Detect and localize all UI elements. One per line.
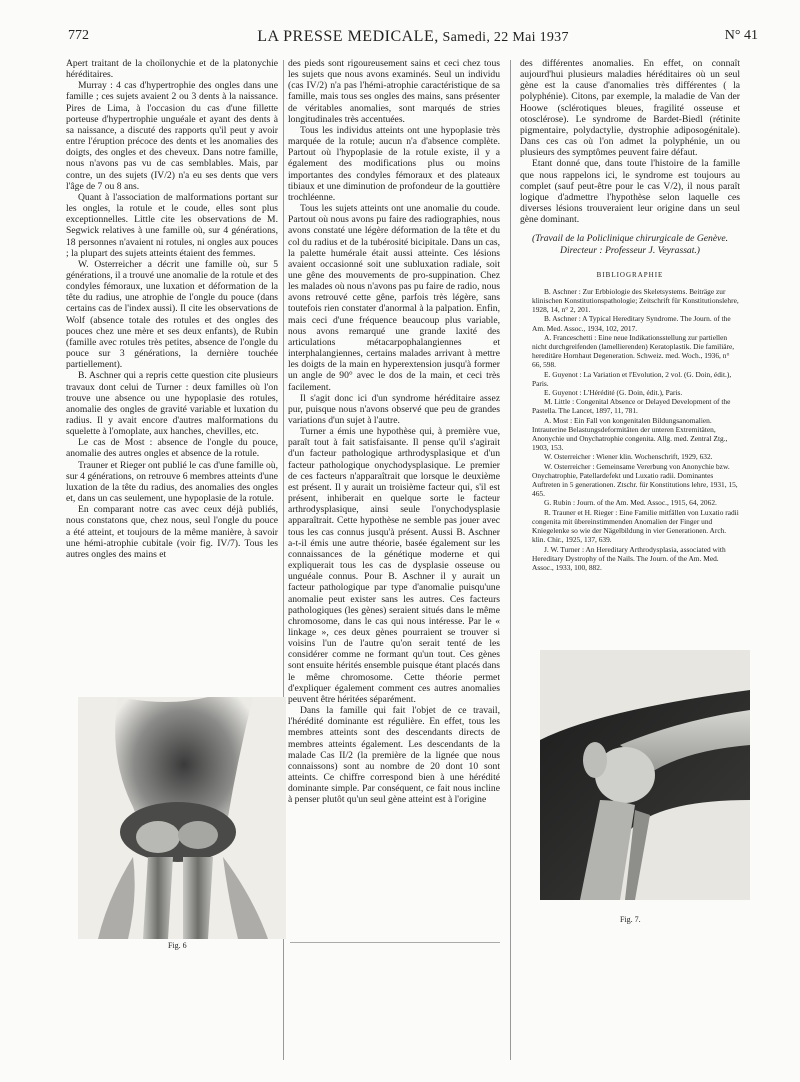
- issue-number: N° 41: [724, 28, 758, 43]
- figure-7-xray-image: [540, 650, 750, 900]
- paragraph: Turner a émis une hypothèse qui, à première vue, paraît tout à fait satisfaisante. Il pense qu'il s'agirait d'un facteur pathologique arthrodysplasique et d'un facteur pathologique onychodysplasique. Le premier de ces facteurs n'apparaîtrait que lorsque le deuxième est présent. Il y aurait un troisième facteur qui, s'il est présent, inhiberait en quelque sorte le facteur arthrodysplasique, ainsi seule l'onychodysplasie apparaîtrait. Cette hypothèse ne semble pas jouer avec tous les cas connus jusqu'à présent. Aussi B. Aschner a-t-il émis une autre théorie, basée également sur les connaissances de la génétique moderne et qui expliquerait tous les cas de dysplasie osseuse ou unguéale connus. Pour B. Aschner il y aurait un facteur pathologique par type d'anomalie puisqu'une anomalie peut exister sans les autres. Ces facteurs pathologiques (les gènes) seraient situés dans le même chromosome, dans le cas qui nous intéresse. Par le « linkage », ces deux gènes pourraient se trouver si voisins l'un de l'autre qu'on serait tenté de les considérer comme ne formant qu'un tout. Ces gènes sont ensuite hérités ensemble puisque étant placés dans le même chromosome. Cette théorie permet d'expliquer également comment ces autres anomalies peuvent être héritées séparément.: [288, 426, 500, 705]
- reference: B. Aschner : A Typical Hereditary Syndrome. The Journ. of the Am. Med. Assoc., 1934, 102, 2017.: [532, 314, 731, 333]
- reference: R. Trauner et H. Rieger : Eine Familie mitfällen von Luxatio radii congenita mit übereinstimmenden Anomalien der Finger und Kniegelenke so wie der Nägelbildung in vier Generationen. Arch. klin. Chir., 1925, 137, 639.: [532, 507, 739, 545]
- paragraph: Quant à l'association de malformations portant sur les ongles, la rotule et le coude, elles sont plus exceptionnelles. Little cite les observations de M. Segwick relatives à une famille où, sur 4 générations, 18 personnes n'avaient ni rotules, ni ongles aux pouces ; la plupart des sujets atteints étaient des femmes.: [66, 191, 278, 259]
- reference: E. Guyenot : La Variation et l'Evolution, 2 vol. (G. Doin, édit.), Paris.: [532, 369, 732, 388]
- reference: B. Aschner : Zur Erbbiologie des Skeletsystems. Beiträge zur klinischen Konstitutionspathologie; Zeitschrift für Konstitutionslehre, 1928, 14, n° 2, 201.: [532, 286, 739, 315]
- reference: E. Guyenot : L'Hérédité (G. Doin, édit.), Paris.: [544, 388, 683, 398]
- paragraph: W. Osterreicher a décrit une famille où, sur 5 générations, il a trouvé une anomalie de la rotule et des condyles fémoraux, une luxation et déformation de la tête du radius, une atrophie de l'ongle du pouce (dans certains cas de l'index aussi). Il cite les observations de Wolf (absence totale des rotules et des ongles des pouces chez une mère et ses deux enfants), de Rubin (famille avec rotules très petites, absence de l'ongle du pouce sur 3 générations, la dernière touchée partiellement).: [66, 258, 278, 371]
- paragraph: Apert traitant de la choïlonychie et de la platonychie héréditaires.: [66, 58, 278, 81]
- column-1: [66, 58, 278, 560]
- reference: W. Osterreicher : Gemeinsame Vererbung von Anonychie bzw. Onychatrophie, Patellardefekt und Luxatio radii. Dominantes Auftreten in 5 generationen. Ztschr. für Konstitutions lehre, 1931, 15, 465.: [532, 461, 738, 499]
- page-header: [68, 26, 758, 48]
- affiliation-line: Directeur : Professeur J. Veyrassat.): [560, 244, 700, 256]
- column-3: [520, 58, 740, 572]
- figure-7-caption: Fig. 7.: [620, 915, 641, 924]
- knee-xray-graphic: [540, 650, 750, 900]
- figure-6-xray-image: [78, 697, 286, 939]
- bibliography-list: [520, 287, 740, 572]
- reference: G. Rubin : Journ. of the Am. Med. Assoc., 1915, 64, 2062.: [544, 498, 717, 508]
- issue-date: Samedi, 22 Mai 1937: [442, 30, 569, 45]
- bottom-divider: [290, 942, 500, 943]
- paragraph: des pieds sont rigoureusement sains et ceci chez tous les sujets que nous avons examinés. Seul un individu (cas IV/2) n'a pas l'hémi-atrophie caractéristique de sa famille, mais tous ses ongles des mains, sans présenter de véritables anomalies, sont marqués de stries longitudinales très accentuées.: [288, 58, 500, 125]
- reference: W. Osterreicher : Wiener klin. Wochenschrift, 1929, 632.: [544, 452, 713, 462]
- column-divider: [510, 60, 511, 1060]
- bibliography-title: BIBLIOGRAPHIE: [596, 270, 664, 279]
- paragraph: Murray : 4 cas d'hypertrophie des ongles dans une famille ; ces sujets avaient 2 ou 3 dents à la naissance. Pires de Lima, à l'occasion du cas d'une fillette porteuse d'hypertrophie unguéale et ayant des dents à sa naissance, a discuté des rapports qu'il peut y avoir entre l'éruption précoce des dents et les anomalies des doigts, des ongles et des cheveux. Dans notre famille, nous n'avons pas vu de cas semblables. Mais, par contre, un des sujets (IV/2) n'a eu ses dents que vers l'âge de 7 ou 8 ans.: [66, 80, 278, 192]
- affiliation-line: (Travail de la Policlinique chirurgicale de Genève.: [532, 233, 728, 245]
- paragraph: Trauner et Rieger ont publié le cas d'une famille où, sur 4 générations, on retrouve 6 membres atteints d'une luxation de la tête du radius, des anomalies des ongles et, dans un cas seulement, une hypoplasie de la rotule.: [66, 459, 278, 505]
- paragraph: B. Aschner qui a repris cette question cite plusieurs travaux dont celui de Turner : deux familles où l'on trouve une absence ou une hypoplasie des rotules, anomalie des ongles de gravité variable et luxation du radius. Il y avait encore d'autres malformations du squelette à l'omoplate, aux hanches, chevilles, etc.: [66, 370, 278, 438]
- affiliation: [520, 233, 740, 255]
- figure-6-caption: Fig. 6: [168, 941, 187, 950]
- paragraph: des différentes anomalies. En effet, on connaît aujourd'hui plusieurs maladies héréditaires où un seul gène est la cause d'anomalies très différentes ( la polyphénie). Citons, par exemple, la maladie de Van der Hoowe (sclérotiques bleues, fragilité osseuse et otosclérose). Le syndrome de Bardet-Biedl (rétinite pigmentaire, polydactylie, dystrophie adiposogénitale). Dans ces cas où l'on admet la polyphénie, un ou plusieurs des symptômes peuvent faire défaut.: [520, 58, 740, 159]
- page-number: 772: [68, 28, 89, 43]
- paragraph: Tous les individus atteints ont une hypoplasie très marquée de la rotule; aucun n'a d'absence complète. Partout où l'hypoplasie de la rotule existe, il y a également des modifications plus ou moins importantes des condyles fémoraux et des plateaux tibiaux et une diminution de profondeur de la gouttière trochléenne.: [288, 124, 500, 203]
- paragraph: Etant donné que, dans toute l'histoire de la famille que nous rappelons ici, le syndrome est toujours au complet (sauf peut-être pour le cas V/2), il nous paraît logique d'admettre l'hypothèse selon laquelle ces diverses lésions trouveraient leur origine dans un seul gène dominant.: [520, 158, 740, 226]
- paragraph: Dans la famille qui fait l'objet de ce travail, l'hérédité dominante est régulière. En effet, tous les membres atteints sont des descendants directs de membres atteints également. Les descendants de la malade Cas II/2 (la première de la lignée que nous connaissons) sont au nombre de 20 dont 10 sont atteints. Ce chiffre correspond bien à une hérédité dominante simple. Par conséquent, ce fait nous incline à penser plutôt qu'un seul gène atteint est à l'origine: [288, 705, 500, 806]
- paragraph: Le cas de Most : absence de l'ongle du pouce, anomalie des autres ongles et absence de la rotule.: [66, 437, 278, 460]
- elbow-xray-graphic: [78, 697, 286, 939]
- journal-name: LA PRESSE MEDICALE,: [257, 28, 439, 45]
- paragraph: Il s'agit donc ici d'un syndrome héréditaire assez pur, puisque nous n'avons observé que peu de grandes variations d'un sujet à l'autre.: [288, 392, 500, 426]
- reference: M. Little : Congenital Absence or Delayed Development of the Pastella. The Lancet, 1897, 11, 781.: [532, 397, 731, 416]
- reference: A. Most : Ein Fall von kongenitalen Bildungsanomalien. Intrauterine Belastungsdeformitäten der unteren Extremitäten, Anonychie und Onychatrophie congenita. Allg. med. Zentral Ztg., 1903, 153.: [532, 415, 728, 453]
- column-2: [288, 58, 500, 805]
- reference: A. Franceschetti : Eine neue Indikationsstellung zur partiellen nicht durchgreifenden (lamellierenden) Keratoplastik. Die familiäre, hereditäre Hornhaut Degeneration. Schweiz. med. Woch., 1936, n° 66, 598.: [532, 332, 735, 370]
- paragraph: En comparant notre cas avec ceux déjà publiés, nous constatons que, chez nous, seul l'ongle du pouce a été atteint, et toujours de la même manière, à savoir une hémi-atrophie cubitale (voir fig. IV/7). Tous les autres ongles des mains et: [66, 504, 278, 560]
- reference: J. W. Turner : An Hereditary Arthrodysplasia, associated with Hereditary Dystrophy of the Nails. The Journ. of the Am. Med. Assoc., 1933, 100, 882.: [532, 544, 726, 572]
- journal-title: [68, 28, 758, 46]
- paragraph: Tous les sujets atteints ont une anomalie du coude. Partout où nous avons pu faire des radiographies, nous avons constaté une légère déformation de la tête et du col du radius et de la tubérosité bicipitale. Dans un cas, la palette humérale était aussi atteinte. Ces lésions avaient occasionné soit une subluxation radiale, soit une gêne des mouvements de pro-suppination. Chez les malades où nous n'avons pas pu faire de radio, nous avons retrouvé cette gêne, parfois très légère, sans toutefois rien constater d'anormal à la palpation. Enfin, mais ceci d'une fréquence beaucoup plus variable, nous avons remarqué une grande laxité des articulations métacarpophalangiennes et interphalangiennes, certains malades arrivant à mettre les doigts de la main en hyperextension jusqu'à former un angle de 90° avec le dos de la main, et ceci très facilement.: [288, 203, 500, 393]
